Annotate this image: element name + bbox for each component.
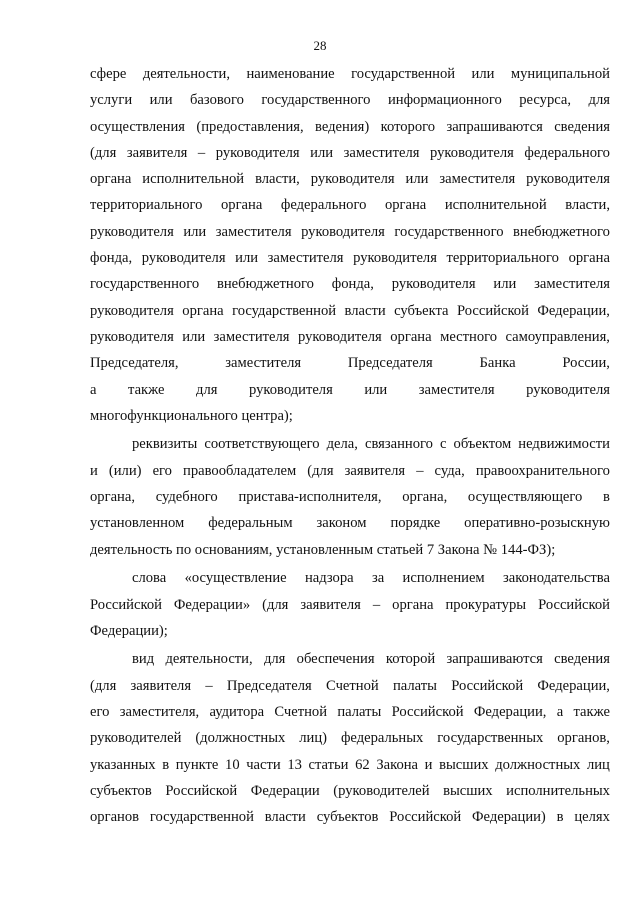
word: Федерации, xyxy=(537,302,610,319)
word: аудитора xyxy=(209,704,265,721)
word: руководителя xyxy=(353,250,437,267)
word: или xyxy=(149,92,173,109)
word: Российской xyxy=(451,677,524,694)
word: для xyxy=(588,92,610,109)
word: – xyxy=(197,144,206,161)
word: федеральным xyxy=(208,515,293,532)
word: правоохранительного xyxy=(475,462,610,479)
word: лиц xyxy=(586,756,610,773)
text-line xyxy=(90,752,610,778)
word: высших xyxy=(439,756,489,773)
word: Российской xyxy=(90,596,162,613)
word: палаты xyxy=(392,677,437,694)
word: суда, xyxy=(434,462,465,479)
word: руководителя xyxy=(430,144,514,161)
text-line: многофункционального центра); xyxy=(90,407,293,424)
word: и xyxy=(90,462,98,479)
word: органов, xyxy=(557,730,610,747)
word: государственных xyxy=(437,730,544,747)
word: – xyxy=(416,462,424,479)
word: руководителя xyxy=(249,381,333,398)
word: услуги xyxy=(90,92,133,109)
word: органа xyxy=(182,302,224,319)
word: надзора xyxy=(304,570,354,587)
word: – xyxy=(372,596,381,613)
word: статьи xyxy=(308,756,349,773)
word: Федерации, xyxy=(473,704,547,721)
word: заместителя xyxy=(267,250,344,267)
word: «осуществление xyxy=(184,570,287,587)
word: Федерации xyxy=(250,782,320,799)
text-line xyxy=(90,377,610,403)
word: недвижимости xyxy=(518,436,610,453)
word: органа xyxy=(568,250,610,267)
word: для xyxy=(196,381,218,398)
word: реквизиты xyxy=(132,436,198,453)
word: заявителя xyxy=(130,677,192,694)
text-line xyxy=(90,673,610,699)
word: законом xyxy=(316,515,367,532)
text-line xyxy=(90,431,610,457)
word: органа xyxy=(390,328,432,345)
word: ресурса, xyxy=(519,92,572,109)
word: или xyxy=(310,144,334,161)
word: местного xyxy=(440,328,498,345)
word: органа xyxy=(384,197,427,214)
word: (предоставления, xyxy=(196,118,304,135)
word: в xyxy=(556,809,564,826)
text-line xyxy=(90,271,610,297)
word: лиц) xyxy=(299,730,328,747)
word: или xyxy=(235,250,259,267)
word: Счетной xyxy=(274,704,328,721)
word: части xyxy=(246,756,281,773)
paragraph-1 xyxy=(90,61,610,429)
word: в xyxy=(162,756,170,773)
word: информационного xyxy=(387,92,502,109)
word: (для xyxy=(90,144,117,161)
word: субъектов xyxy=(90,782,152,799)
word: его xyxy=(152,462,172,479)
word: субъектов xyxy=(316,809,379,826)
word: осуществления xyxy=(90,118,185,135)
word: судебного xyxy=(155,489,218,506)
text-line xyxy=(90,565,610,591)
word: органа xyxy=(392,596,434,613)
text-line xyxy=(90,114,610,140)
word: сведения xyxy=(554,118,610,135)
word: также xyxy=(128,381,165,398)
word: (должностных xyxy=(195,730,286,747)
page-number: 28 xyxy=(313,38,327,53)
word: заявителя xyxy=(344,462,406,479)
text-line xyxy=(90,61,610,87)
word: власти xyxy=(344,302,386,319)
word: муниципальной xyxy=(510,66,610,82)
word: заместителя xyxy=(213,328,290,345)
word: федерального xyxy=(280,197,367,214)
text-line xyxy=(90,592,610,618)
word: деятельности, xyxy=(165,651,253,668)
word: руководителя xyxy=(526,381,610,398)
word: руководителей xyxy=(90,730,182,747)
text-line xyxy=(90,646,610,672)
word: правообладателем xyxy=(183,462,297,479)
text-line xyxy=(90,699,610,725)
word: руководителя xyxy=(391,276,476,293)
word: или xyxy=(364,381,388,398)
word: государственного xyxy=(261,92,371,109)
word: сфере xyxy=(90,66,127,82)
word: исполнительной xyxy=(142,171,245,188)
word: Российской xyxy=(165,782,238,799)
text-line xyxy=(90,140,610,166)
word: должностных xyxy=(495,756,581,773)
word: заместителя, xyxy=(119,704,200,721)
word: государственной xyxy=(232,302,337,319)
word: или xyxy=(471,66,495,82)
word: соответствующего xyxy=(204,436,320,453)
word: России, xyxy=(562,355,610,372)
word: органа, xyxy=(90,489,135,506)
word: руководителя xyxy=(90,328,174,345)
word: или xyxy=(182,328,206,345)
word: самоуправления, xyxy=(505,328,610,345)
text-line xyxy=(90,324,610,350)
word: вид xyxy=(132,651,155,668)
word: порядке xyxy=(390,515,441,532)
word: высших xyxy=(443,782,493,799)
word: Банка xyxy=(479,355,516,372)
word: установленном xyxy=(90,515,185,532)
text-line xyxy=(90,484,610,510)
word: руководителя xyxy=(215,144,300,161)
word: базового xyxy=(190,92,244,109)
word: сведения xyxy=(554,651,610,668)
text-line xyxy=(90,245,610,271)
word: федерального xyxy=(524,144,610,161)
word: внебюджетного xyxy=(513,223,610,240)
word: целях xyxy=(574,809,610,826)
word: государственной xyxy=(149,809,254,826)
word: палаты xyxy=(337,704,382,721)
word: также xyxy=(573,704,610,721)
word: заместителя xyxy=(439,171,516,188)
word: заявителя xyxy=(300,596,361,613)
word: руководителя xyxy=(90,302,174,319)
word: обеспечения xyxy=(296,651,375,668)
word: исполнительной xyxy=(444,197,547,214)
word: или xyxy=(493,276,517,293)
word: фонда, xyxy=(331,276,374,293)
word: за xyxy=(371,570,385,587)
word: (для xyxy=(262,596,289,613)
word: заместителя xyxy=(534,276,610,293)
paragraph-2 xyxy=(90,431,610,562)
word: 62 xyxy=(355,756,370,773)
word: руководителя xyxy=(526,171,610,188)
word: федеральных xyxy=(340,730,424,747)
word: Закона xyxy=(376,756,419,773)
word: власти xyxy=(264,809,306,826)
word: его xyxy=(90,704,110,721)
word: Председателя, xyxy=(90,355,179,372)
word: органа xyxy=(90,171,132,188)
text-line xyxy=(90,725,610,751)
paragraph-4 xyxy=(90,646,610,830)
text-line xyxy=(90,166,610,192)
word: дела, xyxy=(326,436,358,453)
word: Председателя xyxy=(347,355,433,372)
word: государственного xyxy=(394,223,504,240)
text-line xyxy=(90,219,610,245)
word: внебюджетного xyxy=(216,276,314,293)
document-body xyxy=(90,61,610,833)
word: заместителя xyxy=(215,223,292,240)
word: (для xyxy=(307,462,334,479)
word: или xyxy=(405,171,429,188)
word: органа, xyxy=(402,489,448,506)
word: исполнительных xyxy=(506,782,610,799)
text-line xyxy=(90,458,610,484)
word: руководителя xyxy=(310,171,395,188)
text-line xyxy=(90,804,610,830)
word: ведения) xyxy=(315,118,370,135)
text-line xyxy=(90,350,610,376)
word: территориального xyxy=(446,250,559,267)
word: запрашиваются xyxy=(446,118,543,135)
word: фонда, xyxy=(90,250,133,267)
word: органа xyxy=(220,197,263,214)
text-line xyxy=(90,192,610,218)
word: оперативно-розыскную xyxy=(464,515,610,532)
word: слова xyxy=(132,570,167,587)
text-line xyxy=(90,778,610,804)
word: Федерации» xyxy=(173,596,251,613)
paragraph-3 xyxy=(90,565,610,644)
word: осуществляющего xyxy=(467,489,583,506)
word: Российской xyxy=(389,809,462,826)
word: указанных xyxy=(90,756,156,773)
text-line xyxy=(90,510,610,536)
word: (или) xyxy=(108,462,142,479)
word: объектом xyxy=(453,436,512,453)
word: (руководителей xyxy=(333,782,430,799)
text-line xyxy=(90,87,610,113)
word: территориального xyxy=(90,197,203,214)
word: руководителя xyxy=(301,223,385,240)
word: наименование xyxy=(246,66,335,82)
word: исполнением xyxy=(402,570,485,587)
word: законодательства xyxy=(503,570,610,587)
word: Российской xyxy=(391,704,464,721)
word: власти, xyxy=(255,171,300,188)
word: в xyxy=(603,489,610,506)
word: деятельности, xyxy=(142,66,231,82)
word: государственного xyxy=(90,276,200,293)
word: запрашиваются xyxy=(446,651,543,668)
word: Федерации, xyxy=(537,677,610,694)
word: а xyxy=(90,381,97,398)
word: Российской xyxy=(456,302,529,319)
word: Российской xyxy=(538,596,610,613)
word: (для xyxy=(90,677,117,694)
word: 13 xyxy=(287,756,302,773)
word: Счетной xyxy=(326,677,379,694)
word: прокуратуры xyxy=(445,596,527,613)
word: пристава-исполнителя, xyxy=(238,489,382,506)
word: и xyxy=(424,756,433,773)
word: руководителя xyxy=(141,250,226,267)
word: заместителя xyxy=(343,144,420,161)
word: – xyxy=(205,677,213,694)
word: власти, xyxy=(565,197,610,214)
word: руководителя xyxy=(90,223,174,240)
word: пункте xyxy=(175,756,219,773)
text-line: деятельность по основаниям, установленным статьей 7 Закона № 144-ФЗ); xyxy=(90,541,556,558)
word: заместителя xyxy=(225,355,302,372)
word: субъекта xyxy=(394,302,449,319)
word: которой xyxy=(385,651,436,668)
word: или xyxy=(183,223,207,240)
text-line: Федерации); xyxy=(90,622,168,639)
word: которого xyxy=(380,118,436,135)
word: органов xyxy=(90,809,140,826)
word: для xyxy=(263,651,286,668)
word: с xyxy=(439,436,447,453)
word: заявителя xyxy=(126,144,188,161)
word: государственной xyxy=(351,66,456,82)
word: Председателя xyxy=(226,677,312,694)
word: заместителя xyxy=(418,381,495,398)
text-line xyxy=(90,298,610,324)
word: 10 xyxy=(225,756,240,773)
word: связанного xyxy=(364,436,433,453)
word: а xyxy=(556,704,564,721)
word: Федерации) xyxy=(472,809,546,826)
word: руководителя xyxy=(297,328,382,345)
